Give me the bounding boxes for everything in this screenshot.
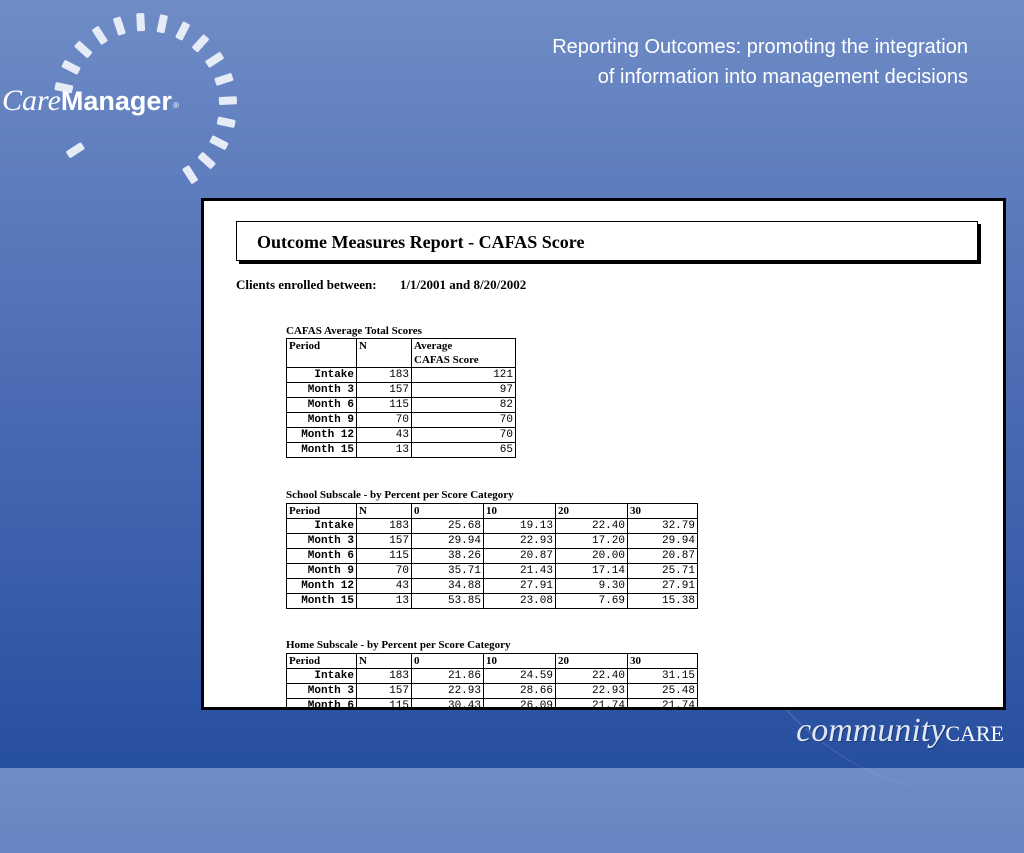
header-cell: 20 (556, 504, 628, 519)
percent-cell-c20: 17.20 (556, 534, 628, 549)
logo-ring-segment (219, 96, 237, 105)
logo-registered-mark: ® (172, 101, 179, 111)
table-header-row (287, 654, 698, 669)
score-cell: 82 (412, 398, 516, 413)
header-period: Period (287, 339, 357, 368)
table-row (287, 519, 698, 534)
percent-cell-c0: 35.71 (412, 564, 484, 579)
n-cell: 183 (357, 368, 412, 383)
percent-cell-c0: 34.88 (412, 579, 484, 594)
table-row (287, 413, 516, 428)
slide-title-line-1: Reporting Outcomes: promoting the integration (552, 36, 968, 58)
enrollment-label: Clients enrolled between: (236, 277, 377, 292)
period-cell: Intake (287, 669, 357, 684)
header-cell: Period (287, 654, 357, 669)
period-cell: Month 6 (287, 398, 357, 413)
n-cell: 157 (357, 534, 412, 549)
logo-ring-segment (182, 165, 199, 184)
logo-ring-segment (175, 21, 190, 41)
period-cell: Month 12 (287, 428, 357, 443)
n-cell: 13 (357, 594, 412, 609)
logo-ring-segment (209, 135, 229, 150)
percent-cell-c30: 15.38 (628, 594, 698, 609)
period-cell: Month 12 (287, 579, 357, 594)
table-row (287, 534, 698, 549)
table-row (287, 594, 698, 609)
percent-cell-c10: 28.66 (484, 684, 556, 699)
table-header-row (287, 339, 516, 368)
table-header-row (287, 504, 698, 519)
report-document (201, 198, 1006, 710)
n-cell: 115 (357, 398, 412, 413)
report-title: Outcome Measures Report - CAFAS Score (257, 232, 585, 252)
n-cell: 157 (357, 684, 412, 699)
percent-cell-c20: 22.93 (556, 684, 628, 699)
slide-title (408, 32, 968, 92)
logo-ring-segment (156, 14, 168, 33)
logo-ring-segment (113, 16, 126, 36)
logo-ring-segment (205, 52, 224, 69)
percent-cell-c10: 19.13 (484, 519, 556, 534)
home-subscale-table (286, 653, 698, 710)
percent-cell-c10: 23.08 (484, 594, 556, 609)
percent-cell-c0: 21.86 (412, 669, 484, 684)
period-cell: Month 3 (287, 684, 357, 699)
period-cell: Month 15 (287, 594, 357, 609)
percent-cell-c20: 21.74 (556, 699, 628, 711)
n-cell: 115 (357, 549, 412, 564)
header-cell: 10 (484, 504, 556, 519)
header-n: N (357, 339, 412, 368)
percent-cell-c30: 32.79 (628, 519, 698, 534)
percent-cell-c10: 26.09 (484, 699, 556, 711)
percent-cell-c20: 9.30 (556, 579, 628, 594)
n-cell: 13 (357, 443, 412, 458)
period-cell: Intake (287, 368, 357, 383)
percent-cell-c0: 25.68 (412, 519, 484, 534)
table-row (287, 443, 516, 458)
percent-cell-c30: 25.48 (628, 684, 698, 699)
header-cafas-score: CAFAS Score (414, 354, 479, 366)
period-cell: Intake (287, 519, 357, 534)
percent-cell-c0: 22.93 (412, 684, 484, 699)
table-row (287, 579, 698, 594)
percent-cell-c30: 20.87 (628, 549, 698, 564)
period-cell: Month 6 (287, 699, 357, 711)
n-cell: 43 (357, 428, 412, 443)
n-cell: 115 (357, 699, 412, 711)
percent-cell-c20: 22.40 (556, 669, 628, 684)
percent-cell-c0: 30.43 (412, 699, 484, 711)
logo-ring-segment (136, 13, 145, 31)
logo-ring-segment (214, 73, 234, 86)
caremanager-wordmark (2, 84, 179, 118)
table-row (287, 383, 516, 398)
logo-ring-segment (61, 60, 81, 75)
percent-cell-c30: 27.91 (628, 579, 698, 594)
percent-cell-c10: 24.59 (484, 669, 556, 684)
percent-cell-c30: 21.74 (628, 699, 698, 711)
header-cell: 20 (556, 654, 628, 669)
logo-manager-text: Manager (60, 86, 172, 116)
n-cell: 183 (357, 519, 412, 534)
period-cell: Month 3 (287, 534, 357, 549)
percent-cell-c10: 27.91 (484, 579, 556, 594)
header-cell: 0 (412, 654, 484, 669)
community-logo-text: community (796, 712, 946, 749)
header-cell: 0 (412, 504, 484, 519)
cafas-table (286, 338, 516, 458)
slide-title-line-2: of information into management decisions (597, 66, 968, 88)
header-cell: Period (287, 504, 357, 519)
enrollment-line (236, 277, 526, 293)
n-cell: 43 (357, 579, 412, 594)
percent-cell-c10: 20.87 (484, 549, 556, 564)
enrollment-range: 1/1/2001 and 8/20/2002 (399, 277, 527, 292)
report-header-box (236, 221, 978, 261)
period-cell: Month 9 (287, 413, 357, 428)
header-cell: 30 (628, 504, 698, 519)
community-care-text: CARE (945, 721, 1004, 746)
table-row (287, 699, 698, 711)
table-row (287, 684, 698, 699)
header-cell: 30 (628, 654, 698, 669)
table-row (287, 398, 516, 413)
percent-cell-c30: 31.15 (628, 669, 698, 684)
score-cell: 65 (412, 443, 516, 458)
logo-ring-segment (192, 34, 210, 53)
school-subscale-table (286, 503, 698, 609)
logo-ring-segment (92, 26, 109, 45)
logo-ring-segment (197, 152, 216, 170)
period-cell: Month 9 (287, 564, 357, 579)
n-cell: 70 (357, 413, 412, 428)
header-average-cafas-score (412, 339, 516, 368)
logo-ring-segment (66, 142, 85, 159)
n-cell: 70 (357, 564, 412, 579)
period-cell: Month 6 (287, 549, 357, 564)
percent-cell-c20: 7.69 (556, 594, 628, 609)
percent-cell-c20: 17.14 (556, 564, 628, 579)
score-cell: 70 (412, 428, 516, 443)
table-row (287, 669, 698, 684)
n-cell: 157 (357, 383, 412, 398)
logo-ring-segment (74, 40, 93, 58)
community-care-logo (796, 712, 1004, 750)
percent-cell-c0: 53.85 (412, 594, 484, 609)
logo-care-text: Care (2, 84, 61, 117)
percent-cell-c10: 22.93 (484, 534, 556, 549)
period-cell: Month 3 (287, 383, 357, 398)
logo-ring-segment (217, 116, 236, 128)
school-table-caption: School Subscale - by Percent per Score Category (286, 489, 514, 501)
header-average: Average (414, 340, 453, 352)
percent-cell-c30: 25.71 (628, 564, 698, 579)
score-cell: 121 (412, 368, 516, 383)
header-cell: 10 (484, 654, 556, 669)
percent-cell-c20: 22.40 (556, 519, 628, 534)
table-row (287, 428, 516, 443)
table-row (287, 368, 516, 383)
header-cell: N (357, 654, 412, 669)
header-cell: N (357, 504, 412, 519)
percent-cell-c30: 29.94 (628, 534, 698, 549)
table-row (287, 549, 698, 564)
table-row (287, 564, 698, 579)
score-cell: 97 (412, 383, 516, 398)
percent-cell-c0: 38.26 (412, 549, 484, 564)
home-table-caption: Home Subscale - by Percent per Score Category (286, 639, 511, 651)
percent-cell-c10: 21.43 (484, 564, 556, 579)
period-cell: Month 15 (287, 443, 357, 458)
score-cell: 70 (412, 413, 516, 428)
n-cell: 183 (357, 669, 412, 684)
percent-cell-c0: 29.94 (412, 534, 484, 549)
percent-cell-c20: 20.00 (556, 549, 628, 564)
cafas-table-caption: CAFAS Average Total Scores (286, 325, 422, 337)
